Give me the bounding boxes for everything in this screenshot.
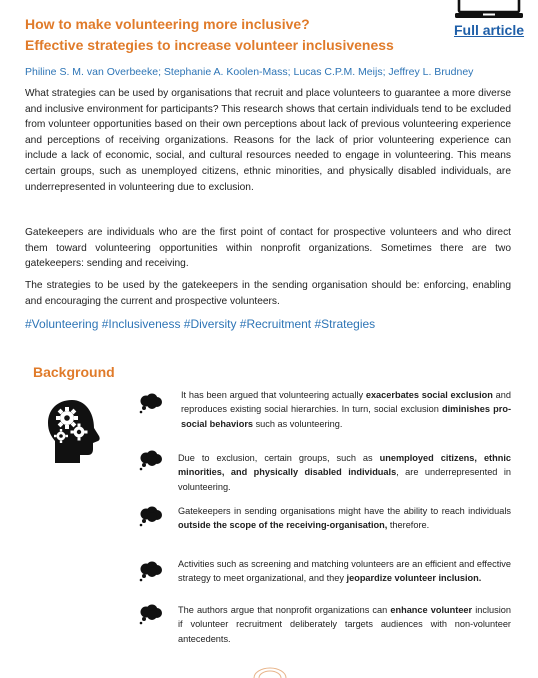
thought-cloud-icon xyxy=(138,561,164,583)
background-item: Due to exclusion, certain groups, such as unemployed citizens, ethnic minorities, and physically disabled individuals, are underrepresented in volunteering. xyxy=(178,453,511,492)
background-heading: Background xyxy=(33,364,115,380)
thought-cloud-icon xyxy=(138,604,164,626)
head-gears-icon xyxy=(45,398,103,464)
title-line-2: Effective strategies to increase volunteer inclusiveness xyxy=(25,37,394,53)
laptop-icon xyxy=(455,0,523,20)
strategies-paragraph: The strategies to be used by the gatekeepers in the sending organisation should be: enforcing, enabling and encouraging the current and prospective volunteers. xyxy=(25,280,511,307)
background-item: The authors argue that nonprofit organizations can enhance volunteer inclusion if volunteer recruitment deliberately targets audiences with non-volunteer antecedents. xyxy=(178,605,511,644)
title-line-1: How to make volunteering more inclusive? xyxy=(25,16,310,32)
authors-line: Philine S. M. van Overbeeke; Stephanie A. Koolen-Mass; Lucas C.P.M. Meijs; Jeffrey L. Brudney xyxy=(25,66,474,78)
thought-cloud-icon xyxy=(138,393,164,415)
thought-cloud-icon xyxy=(138,506,164,528)
gatekeepers-paragraph: Gatekeepers are individuals who are the first point of contact for prospective volunteers and who direct them toward volunteering opportunities within nonprofit organizations. Sometimes there are two gatekeepers: sending and receiving. xyxy=(25,227,511,270)
page-title xyxy=(25,14,394,56)
background-item: Gatekeepers in sending organisations might have the ability to reach individuals outside the scope of the receiving-organisation, therefore. xyxy=(178,506,511,531)
full-article-link[interactable]: Full article xyxy=(454,22,525,38)
intro-paragraph: What strategies can be used by organisations that recruit and place volunteers to guarantee a more diverse and inclusive environment for participants? This research shows that certain individuals tend to be excluded from volunteer opportunities based on their own perceptions about lack of previous volunteering experience and perceptions of receiving organizations. Reasons for the lack of prior volunteering experience can include a lack of economic, social, and cultural resources needed to engage in volunteering. This means certain groups, such as unemployed citizens, ethnic minorities, and physically disabled individuals, are underrepresented in volunteering due to exclusion. xyxy=(25,88,511,193)
background-item: It has been argued that volunteering actually exacerbates social exclusion and reproduces existing social hierarchies. In turn, social exclusion diminishes pro-social behaviors such as volunteering. xyxy=(181,390,512,429)
thought-cloud-icon xyxy=(138,450,164,472)
footer-decoration xyxy=(250,666,290,678)
hashtags: #Volunteering #Inclusiveness #Diversity #Recruitment #Strategies xyxy=(25,317,376,331)
background-item: Activities such as screening and matching volunteers are an efficient and effective strategy to meet organizational, and they jeopardize volunteer inclusion. xyxy=(178,559,511,584)
